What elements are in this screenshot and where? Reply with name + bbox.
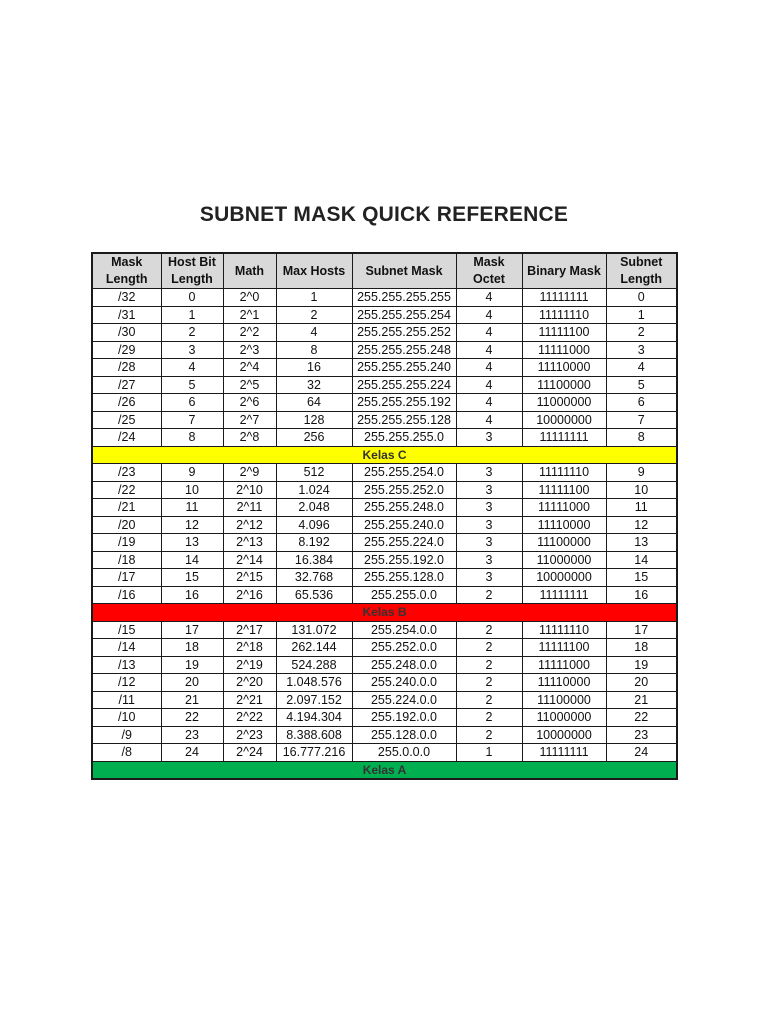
- table-row: [92, 534, 677, 552]
- column-header-mask-length: [92, 253, 161, 289]
- cell-math: 2^12: [223, 516, 276, 534]
- table-row: [92, 674, 677, 692]
- cell-subnet-mask: 255.255.254.0: [352, 464, 456, 482]
- cell-mask-octet: 3: [456, 481, 522, 499]
- cell-binary-mask: 11111110: [522, 306, 606, 324]
- cell-mask-length: /9: [92, 726, 161, 744]
- cell-subnet-length: 6: [606, 394, 677, 412]
- table-row: [92, 394, 677, 412]
- cell-host-bit-length: 4: [161, 359, 223, 377]
- table-row: [92, 324, 677, 342]
- cell-host-bit-length: 3: [161, 341, 223, 359]
- table-row: [92, 289, 677, 307]
- table-body: [92, 289, 677, 780]
- cell-host-bit-length: 21: [161, 691, 223, 709]
- cell-subnet-length: 5: [606, 376, 677, 394]
- cell-binary-mask: 11111110: [522, 464, 606, 482]
- cell-mask-length: /15: [92, 621, 161, 639]
- cell-subnet-mask: 255.255.255.224: [352, 376, 456, 394]
- cell-subnet-mask: 255.255.255.252: [352, 324, 456, 342]
- table-row: [92, 639, 677, 657]
- cell-mask-octet: 4: [456, 341, 522, 359]
- cell-subnet-length: 8: [606, 429, 677, 447]
- cell-max-hosts: 32: [276, 376, 352, 394]
- cell-binary-mask: 11110000: [522, 359, 606, 377]
- table-row: [92, 411, 677, 429]
- cell-subnet-mask: 255.255.255.192: [352, 394, 456, 412]
- cell-math: 2^10: [223, 481, 276, 499]
- class-label: Kelas A: [92, 761, 677, 779]
- cell-mask-octet: 2: [456, 586, 522, 604]
- cell-mask-octet: 2: [456, 726, 522, 744]
- cell-subnet-mask: 255.248.0.0: [352, 656, 456, 674]
- column-header-text: Binary Mask: [527, 263, 601, 278]
- cell-subnet-mask: 255.255.255.254: [352, 306, 456, 324]
- class-divider-row: [92, 761, 677, 779]
- cell-host-bit-length: 10: [161, 481, 223, 499]
- cell-mask-octet: 2: [456, 691, 522, 709]
- cell-mask-octet: 4: [456, 376, 522, 394]
- column-header-max-hosts: [276, 253, 352, 289]
- cell-subnet-length: 2: [606, 324, 677, 342]
- cell-math: 2^22: [223, 709, 276, 727]
- cell-subnet-length: 19: [606, 656, 677, 674]
- cell-mask-octet: 4: [456, 359, 522, 377]
- cell-subnet-mask: 255.192.0.0: [352, 709, 456, 727]
- cell-max-hosts: 8.192: [276, 534, 352, 552]
- table-row: [92, 516, 677, 534]
- cell-mask-length: /29: [92, 341, 161, 359]
- column-header-text: Subnet Mask: [365, 263, 443, 278]
- cell-binary-mask: 11111111: [522, 429, 606, 447]
- cell-mask-length: /26: [92, 394, 161, 412]
- cell-mask-length: /19: [92, 534, 161, 552]
- cell-subnet-length: 18: [606, 639, 677, 657]
- column-header-subnet-length: [606, 253, 677, 289]
- cell-mask-length: /30: [92, 324, 161, 342]
- cell-mask-octet: 2: [456, 674, 522, 692]
- cell-math: 2^24: [223, 744, 276, 762]
- cell-host-bit-length: 9: [161, 464, 223, 482]
- column-header-text: Max Hosts: [282, 263, 346, 278]
- cell-math: 2^21: [223, 691, 276, 709]
- table-row: [92, 499, 677, 517]
- cell-subnet-length: 7: [606, 411, 677, 429]
- table-row: [92, 481, 677, 499]
- cell-host-bit-length: 20: [161, 674, 223, 692]
- cell-binary-mask: 11111000: [522, 656, 606, 674]
- cell-binary-mask: 10000000: [522, 569, 606, 587]
- cell-binary-mask: 11111111: [522, 586, 606, 604]
- cell-mask-length: /31: [92, 306, 161, 324]
- cell-subnet-length: 17: [606, 621, 677, 639]
- cell-binary-mask: 11111110: [522, 621, 606, 639]
- cell-mask-length: /22: [92, 481, 161, 499]
- cell-subnet-length: 13: [606, 534, 677, 552]
- cell-max-hosts: 131.072: [276, 621, 352, 639]
- cell-math: 2^11: [223, 499, 276, 517]
- column-header-text: Subnet: [620, 255, 663, 269]
- cell-mask-length: /10: [92, 709, 161, 727]
- column-header-text: Octet: [473, 272, 505, 286]
- cell-host-bit-length: 17: [161, 621, 223, 639]
- cell-mask-octet: 3: [456, 464, 522, 482]
- table-row: [92, 621, 677, 639]
- cell-host-bit-length: 22: [161, 709, 223, 727]
- cell-mask-length: /27: [92, 376, 161, 394]
- cell-max-hosts: 4.194.304: [276, 709, 352, 727]
- cell-math: 2^6: [223, 394, 276, 412]
- cell-mask-octet: 3: [456, 534, 522, 552]
- cell-mask-octet: 1: [456, 744, 522, 762]
- cell-host-bit-length: 15: [161, 569, 223, 587]
- cell-subnet-length: 11: [606, 499, 677, 517]
- cell-subnet-length: 4: [606, 359, 677, 377]
- cell-mask-octet: 2: [456, 656, 522, 674]
- cell-binary-mask: 11111111: [522, 744, 606, 762]
- cell-mask-length: /28: [92, 359, 161, 377]
- table-row: [92, 306, 677, 324]
- table-header-row: [92, 253, 677, 289]
- column-header-mask-octet: [456, 253, 522, 289]
- cell-math: 2^18: [223, 639, 276, 657]
- class-divider-row: [92, 604, 677, 622]
- cell-subnet-mask: 255.255.192.0: [352, 551, 456, 569]
- class-label: Kelas B: [92, 604, 677, 622]
- cell-host-bit-length: 0: [161, 289, 223, 307]
- cell-mask-length: /11: [92, 691, 161, 709]
- cell-subnet-mask: 255.0.0.0: [352, 744, 456, 762]
- cell-max-hosts: 128: [276, 411, 352, 429]
- cell-host-bit-length: 19: [161, 656, 223, 674]
- cell-binary-mask: 11111100: [522, 481, 606, 499]
- column-header-text: Host Bit: [168, 255, 216, 269]
- cell-subnet-mask: 255.255.255.255: [352, 289, 456, 307]
- cell-math: 2^1: [223, 306, 276, 324]
- cell-binary-mask: 11000000: [522, 551, 606, 569]
- cell-mask-length: /8: [92, 744, 161, 762]
- cell-max-hosts: 8: [276, 341, 352, 359]
- cell-math: 2^23: [223, 726, 276, 744]
- cell-mask-octet: 2: [456, 709, 522, 727]
- cell-mask-length: /12: [92, 674, 161, 692]
- cell-mask-octet: 3: [456, 499, 522, 517]
- cell-mask-octet: 4: [456, 306, 522, 324]
- cell-subnet-length: 12: [606, 516, 677, 534]
- cell-math: 2^4: [223, 359, 276, 377]
- cell-subnet-mask: 255.255.255.248: [352, 341, 456, 359]
- cell-subnet-mask: 255.255.255.128: [352, 411, 456, 429]
- column-header-subnet-mask: [352, 253, 456, 289]
- cell-binary-mask: 11100000: [522, 376, 606, 394]
- cell-subnet-length: 21: [606, 691, 677, 709]
- cell-mask-length: /18: [92, 551, 161, 569]
- cell-binary-mask: 11111000: [522, 341, 606, 359]
- cell-mask-octet: 3: [456, 429, 522, 447]
- cell-subnet-length: 0: [606, 289, 677, 307]
- cell-host-bit-length: 13: [161, 534, 223, 552]
- cell-math: 2^5: [223, 376, 276, 394]
- cell-mask-octet: 2: [456, 639, 522, 657]
- cell-max-hosts: 2.048: [276, 499, 352, 517]
- cell-host-bit-length: 18: [161, 639, 223, 657]
- cell-subnet-length: 10: [606, 481, 677, 499]
- table-row: [92, 744, 677, 762]
- cell-host-bit-length: 14: [161, 551, 223, 569]
- cell-subnet-length: 15: [606, 569, 677, 587]
- table-row: [92, 656, 677, 674]
- cell-mask-octet: 4: [456, 324, 522, 342]
- table-row: [92, 569, 677, 587]
- cell-mask-length: /17: [92, 569, 161, 587]
- cell-host-bit-length: 8: [161, 429, 223, 447]
- table-row: [92, 551, 677, 569]
- cell-max-hosts: 256: [276, 429, 352, 447]
- cell-host-bit-length: 24: [161, 744, 223, 762]
- cell-binary-mask: 10000000: [522, 726, 606, 744]
- cell-math: 2^16: [223, 586, 276, 604]
- cell-subnet-length: 3: [606, 341, 677, 359]
- cell-host-bit-length: 11: [161, 499, 223, 517]
- cell-mask-octet: 4: [456, 394, 522, 412]
- cell-binary-mask: 10000000: [522, 411, 606, 429]
- cell-subnet-mask: 255.255.128.0: [352, 569, 456, 587]
- cell-subnet-length: 23: [606, 726, 677, 744]
- cell-subnet-length: 1: [606, 306, 677, 324]
- cell-subnet-length: 9: [606, 464, 677, 482]
- cell-max-hosts: 8.388.608: [276, 726, 352, 744]
- column-header-math: [223, 253, 276, 289]
- cell-host-bit-length: 1: [161, 306, 223, 324]
- cell-max-hosts: 1.048.576: [276, 674, 352, 692]
- table-row: [92, 709, 677, 727]
- cell-subnet-mask: 255.255.240.0: [352, 516, 456, 534]
- cell-subnet-mask: 255.240.0.0: [352, 674, 456, 692]
- cell-subnet-mask: 255.255.255.0: [352, 429, 456, 447]
- cell-math: 2^17: [223, 621, 276, 639]
- cell-binary-mask: 11111100: [522, 639, 606, 657]
- cell-subnet-length: 16: [606, 586, 677, 604]
- cell-max-hosts: 524.288: [276, 656, 352, 674]
- cell-mask-octet: 4: [456, 411, 522, 429]
- cell-binary-mask: 11100000: [522, 534, 606, 552]
- cell-binary-mask: 11111000: [522, 499, 606, 517]
- cell-subnet-mask: 255.255.0.0: [352, 586, 456, 604]
- class-divider-row: [92, 446, 677, 464]
- cell-math: 2^15: [223, 569, 276, 587]
- cell-subnet-mask: 255.255.248.0: [352, 499, 456, 517]
- cell-max-hosts: 512: [276, 464, 352, 482]
- column-header-text: Length: [620, 272, 663, 286]
- column-header-text: Math: [234, 263, 265, 278]
- cell-math: 2^0: [223, 289, 276, 307]
- cell-binary-mask: 11110000: [522, 674, 606, 692]
- cell-mask-octet: 3: [456, 551, 522, 569]
- cell-mask-octet: 3: [456, 516, 522, 534]
- cell-host-bit-length: 12: [161, 516, 223, 534]
- cell-subnet-mask: 255.224.0.0: [352, 691, 456, 709]
- cell-max-hosts: 2: [276, 306, 352, 324]
- cell-host-bit-length: 2: [161, 324, 223, 342]
- cell-max-hosts: 4: [276, 324, 352, 342]
- subnet-reference-table: [91, 252, 678, 780]
- cell-mask-octet: 4: [456, 289, 522, 307]
- cell-math: 2^3: [223, 341, 276, 359]
- cell-mask-length: /25: [92, 411, 161, 429]
- column-header-text: Length: [171, 272, 213, 286]
- cell-math: 2^7: [223, 411, 276, 429]
- cell-binary-mask: 11111111: [522, 289, 606, 307]
- cell-mask-length: /16: [92, 586, 161, 604]
- table-row: [92, 586, 677, 604]
- cell-mask-length: /14: [92, 639, 161, 657]
- table-row: [92, 726, 677, 744]
- cell-subnet-length: 24: [606, 744, 677, 762]
- cell-binary-mask: 11111100: [522, 324, 606, 342]
- cell-max-hosts: 32.768: [276, 569, 352, 587]
- cell-subnet-mask: 255.255.252.0: [352, 481, 456, 499]
- table-row: [92, 376, 677, 394]
- cell-mask-length: /32: [92, 289, 161, 307]
- cell-host-bit-length: 16: [161, 586, 223, 604]
- table-row: [92, 429, 677, 447]
- cell-subnet-mask: 255.252.0.0: [352, 639, 456, 657]
- table-row: [92, 691, 677, 709]
- cell-max-hosts: 16.384: [276, 551, 352, 569]
- cell-max-hosts: 1: [276, 289, 352, 307]
- cell-subnet-mask: 255.254.0.0: [352, 621, 456, 639]
- cell-max-hosts: 64: [276, 394, 352, 412]
- cell-max-hosts: 262.144: [276, 639, 352, 657]
- table-row: [92, 359, 677, 377]
- cell-subnet-mask: 255.128.0.0: [352, 726, 456, 744]
- column-header-binary-mask: [522, 253, 606, 289]
- table-row: [92, 464, 677, 482]
- cell-max-hosts: 65.536: [276, 586, 352, 604]
- cell-max-hosts: 2.097.152: [276, 691, 352, 709]
- cell-max-hosts: 1.024: [276, 481, 352, 499]
- cell-math: 2^14: [223, 551, 276, 569]
- column-header-text: Mask: [473, 255, 505, 269]
- cell-mask-length: /20: [92, 516, 161, 534]
- cell-math: 2^20: [223, 674, 276, 692]
- cell-max-hosts: 16.777.216: [276, 744, 352, 762]
- cell-binary-mask: 11110000: [522, 516, 606, 534]
- cell-subnet-mask: 255.255.224.0: [352, 534, 456, 552]
- cell-binary-mask: 11000000: [522, 394, 606, 412]
- cell-mask-octet: 3: [456, 569, 522, 587]
- column-header-text: Length: [105, 272, 148, 286]
- column-header-host-bit-length: [161, 253, 223, 289]
- cell-host-bit-length: 7: [161, 411, 223, 429]
- cell-host-bit-length: 6: [161, 394, 223, 412]
- cell-subnet-length: 22: [606, 709, 677, 727]
- cell-math: 2^9: [223, 464, 276, 482]
- cell-math: 2^13: [223, 534, 276, 552]
- cell-math: 2^19: [223, 656, 276, 674]
- cell-host-bit-length: 23: [161, 726, 223, 744]
- class-label: Kelas C: [92, 446, 677, 464]
- cell-max-hosts: 16: [276, 359, 352, 377]
- cell-subnet-length: 14: [606, 551, 677, 569]
- cell-max-hosts: 4.096: [276, 516, 352, 534]
- cell-math: 2^2: [223, 324, 276, 342]
- cell-mask-length: /21: [92, 499, 161, 517]
- cell-host-bit-length: 5: [161, 376, 223, 394]
- page-title: SUBNET MASK QUICK REFERENCE: [199, 203, 569, 226]
- cell-math: 2^8: [223, 429, 276, 447]
- cell-mask-length: /23: [92, 464, 161, 482]
- cell-binary-mask: 11100000: [522, 691, 606, 709]
- column-header-text: Mask: [111, 255, 143, 269]
- cell-mask-octet: 2: [456, 621, 522, 639]
- cell-subnet-length: 20: [606, 674, 677, 692]
- cell-subnet-mask: 255.255.255.240: [352, 359, 456, 377]
- cell-binary-mask: 11000000: [522, 709, 606, 727]
- table-row: [92, 341, 677, 359]
- cell-mask-length: /13: [92, 656, 161, 674]
- cell-mask-length: /24: [92, 429, 161, 447]
